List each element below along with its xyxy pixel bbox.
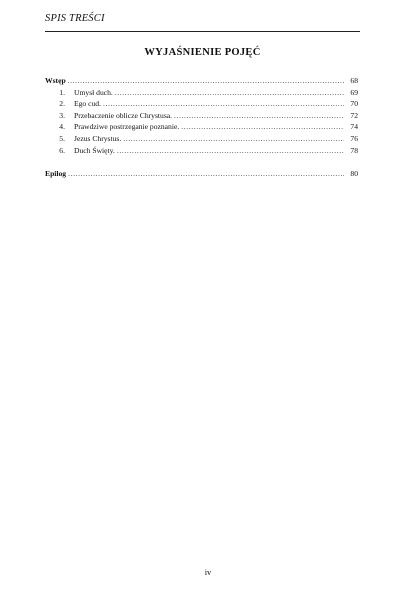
toc-entry-intro[interactable] [45, 75, 358, 87]
toc-entry-number: 5. [59, 133, 65, 143]
running-head: SPIS TREŚCI [45, 13, 105, 24]
dot-leader [115, 87, 344, 99]
toc-entry-label: Przebaczenie oblicze Chrystusa. [74, 110, 173, 120]
toc-entry-label: Epilog [45, 168, 67, 178]
toc-entry-1[interactable] [45, 87, 358, 99]
dot-leader [117, 145, 344, 157]
toc-entry-number: 4. [59, 122, 65, 132]
section-spacer [45, 156, 358, 168]
toc-entry-label: Ego cud. [74, 99, 101, 109]
toc-entry-2[interactable] [45, 98, 358, 110]
toc-entry-5[interactable] [45, 133, 358, 145]
toc-entry-page: 70 [350, 99, 358, 109]
dot-leader [174, 110, 344, 122]
toc-entry-label: Jezus Chrystus. [74, 133, 122, 143]
toc-entry-epilog[interactable] [45, 168, 358, 180]
toc-entry-label: Duch Święty. [74, 145, 115, 155]
toc-entry-page: 74 [350, 122, 358, 132]
toc-entry-label: Prawdziwe postrzeganie poznanie. [74, 122, 180, 132]
toc-entry-6[interactable] [45, 145, 358, 157]
dot-leader [181, 121, 344, 133]
toc-entry-page: 72 [350, 110, 358, 120]
dot-leader [103, 98, 344, 110]
toc-entry-4[interactable] [45, 121, 358, 133]
dot-leader [123, 133, 344, 145]
dot-leader [68, 168, 344, 180]
toc-entry-page: 76 [350, 133, 358, 143]
toc-entry-label: Umysł duch. [74, 87, 113, 97]
toc-entry-number: 1. [59, 87, 65, 97]
table-of-contents [45, 75, 358, 179]
header-rule [45, 31, 360, 32]
toc-entry-page: 78 [350, 145, 358, 155]
toc-entry-page: 68 [350, 76, 358, 85]
toc-entry-page: 69 [350, 87, 358, 97]
toc-entry-3[interactable] [45, 110, 358, 122]
page-title: WYJAŚNIENIE POJĘĆ [144, 47, 261, 58]
toc-entry-number: 2. [59, 99, 65, 109]
page-number: iv [204, 567, 212, 577]
toc-entry-number: 6. [59, 145, 65, 155]
toc-entry-page: 80 [350, 168, 358, 178]
toc-entry-label: Wstęp [45, 76, 66, 85]
dot-leader [68, 75, 344, 87]
toc-entry-number: 3. [59, 110, 65, 120]
